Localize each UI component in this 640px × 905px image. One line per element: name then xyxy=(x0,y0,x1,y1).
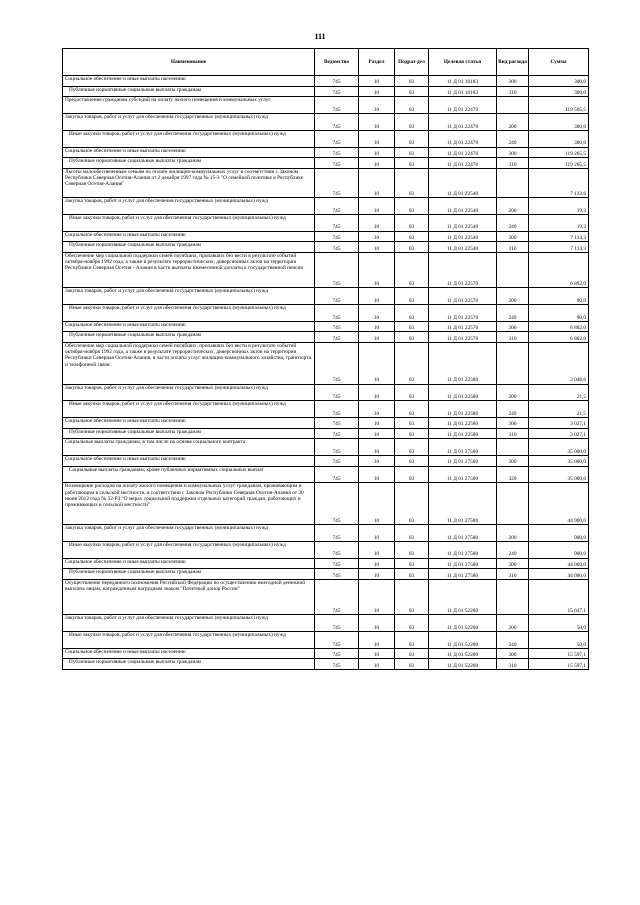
cell-expense-type: 240 xyxy=(497,632,529,649)
cell-department: 745 xyxy=(315,158,359,169)
cell-expense-type: 300 xyxy=(497,558,529,569)
cell-subsection: 03 xyxy=(395,242,429,253)
cell-subsection: 03 xyxy=(395,76,429,87)
cell-department: 745 xyxy=(315,214,359,231)
cell-expense-type: 300 xyxy=(497,76,529,87)
cell-section: 10 xyxy=(359,130,395,147)
cell-subsection: 03 xyxy=(395,342,429,384)
cell-department: 745 xyxy=(315,483,359,525)
cell-subsection: 03 xyxy=(395,252,429,287)
cell-department: 745 xyxy=(315,252,359,287)
table-row xyxy=(63,197,589,214)
cell-sum: 6 802,0 xyxy=(529,332,589,343)
cell-section: 10 xyxy=(359,428,395,439)
cell-target-article: 11 Д 01 27500 xyxy=(429,466,497,483)
cell-target-article: 11 Д 01 27580 xyxy=(429,558,497,569)
cell-expense-type xyxy=(497,579,529,614)
cell-expense-type: 200 xyxy=(497,113,529,130)
table-row xyxy=(63,439,589,456)
cell-sum: 44 000,0 xyxy=(529,569,589,580)
cell-department: 745 xyxy=(315,86,359,97)
cell-sum: 300,0 xyxy=(529,113,589,130)
cell-section: 10 xyxy=(359,231,395,242)
cell-target-article: 11 Д 01 10183 xyxy=(429,76,497,87)
cell-name: Публичные нормативные социальные выплаты гражданам xyxy=(63,86,315,97)
cell-target-article: 11 Д 01 27580 xyxy=(429,483,497,525)
cell-sum: 900,0 xyxy=(529,525,589,542)
cell-section: 10 xyxy=(359,439,395,456)
cell-expense-type: 200 xyxy=(497,615,529,632)
cell-section: 10 xyxy=(359,579,395,614)
cell-subsection: 03 xyxy=(395,332,429,343)
cell-subsection: 03 xyxy=(395,168,429,197)
cell-section: 10 xyxy=(359,541,395,558)
table-row xyxy=(63,76,589,87)
cell-expense-type: 300 xyxy=(497,456,529,467)
table-row xyxy=(63,231,589,242)
cell-target-article: 11 Д 01 22470 xyxy=(429,158,497,169)
cell-subsection: 03 xyxy=(395,558,429,569)
header-name: Наименование xyxy=(63,49,315,76)
table-row xyxy=(63,525,589,542)
cell-name: Закупка товаров, работ и услуг для обеспечения государственных (муниципальных) нужд xyxy=(63,525,315,542)
cell-department: 745 xyxy=(315,418,359,429)
cell-sum: 300,0 xyxy=(529,86,589,97)
table-row xyxy=(63,113,589,130)
cell-name: Закупка товаров, работ и услуг для обеспечения государственных (муниципальных) нужд xyxy=(63,197,315,214)
cell-expense-type: 310 xyxy=(497,659,529,670)
cell-target-article: 11 Д 01 22580 xyxy=(429,384,497,401)
cell-expense-type: 200 xyxy=(497,525,529,542)
cell-name: Иные закупки товаров, работ и услуг для обеспечения государственных (муниципальных) нужд xyxy=(63,214,315,231)
header-department: Ведомство xyxy=(315,49,359,76)
cell-name: Социальное обеспечение и иные выплаты населению xyxy=(63,147,315,158)
table-row xyxy=(63,483,589,525)
cell-department: 745 xyxy=(315,579,359,614)
cell-expense-type xyxy=(497,439,529,456)
cell-sum: 21,5 xyxy=(529,384,589,401)
cell-target-article: 11 Д 01 22470 xyxy=(429,147,497,158)
cell-section: 10 xyxy=(359,242,395,253)
cell-subsection: 03 xyxy=(395,197,429,214)
cell-subsection: 03 xyxy=(395,439,429,456)
cell-expense-type: 310 xyxy=(497,158,529,169)
cell-expense-type: 200 xyxy=(497,288,529,305)
cell-name: Закупка товаров, работ и услуг для обеспечения государственных (муниципальных) нужд xyxy=(63,384,315,401)
cell-subsection: 03 xyxy=(395,130,429,147)
cell-department: 745 xyxy=(315,288,359,305)
cell-expense-type xyxy=(497,483,529,525)
cell-target-article: 11 Д 01 52200 xyxy=(429,659,497,670)
cell-section: 10 xyxy=(359,86,395,97)
cell-name: Социальное обеспечение и иные выплаты населению xyxy=(63,456,315,467)
table-row xyxy=(63,428,589,439)
cell-expense-type xyxy=(497,252,529,287)
cell-subsection: 03 xyxy=(395,483,429,525)
table-row xyxy=(63,456,589,467)
cell-sum: 3 027,1 xyxy=(529,428,589,439)
cell-section: 10 xyxy=(359,97,395,114)
cell-sum: 90,0 xyxy=(529,304,589,321)
cell-name: Публичные нормативные социальные выплаты гражданам xyxy=(63,569,315,580)
cell-target-article: 11 Д 01 22580 xyxy=(429,342,497,384)
cell-name: Предоставление гражданам субсидий на оплату жилого помещения и коммунальных услуг xyxy=(63,97,315,114)
cell-name: Льготы малообеспеченным семьям по оплате жилищно-коммунальных услуг в соответствии с Законом Республики Северная Осетия-Алания от 2 декабря 1997 года № 15-З "О семейной политике в Республике Северная Осетия-Алания" xyxy=(63,168,315,197)
cell-name: Социальное обеспечение и иные выплаты населению xyxy=(63,321,315,332)
cell-section: 10 xyxy=(359,113,395,130)
cell-expense-type: 300 xyxy=(497,648,529,659)
cell-section: 10 xyxy=(359,525,395,542)
cell-department: 745 xyxy=(315,147,359,158)
cell-department: 745 xyxy=(315,456,359,467)
header-expense-type: Вид расхода xyxy=(497,49,529,76)
table-row xyxy=(63,158,589,169)
table-row xyxy=(63,418,589,429)
cell-expense-type: 240 xyxy=(497,541,529,558)
cell-name: Иные закупки товаров, работ и услуг для обеспечения государственных (муниципальных) нужд xyxy=(63,304,315,321)
cell-section: 10 xyxy=(359,168,395,197)
cell-target-article: 11 Д 01 22570 xyxy=(429,252,497,287)
table-row xyxy=(63,648,589,659)
cell-expense-type: 300 xyxy=(497,418,529,429)
cell-sum: 15 597,1 xyxy=(529,659,589,670)
cell-department: 745 xyxy=(315,659,359,670)
cell-target-article: 11 Д 01 22570 xyxy=(429,332,497,343)
cell-expense-type xyxy=(497,168,529,197)
table-header-row xyxy=(63,49,589,76)
table-row xyxy=(63,541,589,558)
cell-target-article: 11 Д 01 27580 xyxy=(429,541,497,558)
cell-target-article: 11 Д 01 22570 xyxy=(429,304,497,321)
cell-sum: 90,0 xyxy=(529,288,589,305)
cell-target-article: 11 Д 01 22540 xyxy=(429,168,497,197)
cell-name: Иные закупки товаров, работ и услуг для обеспечения государственных (муниципальных) нужд xyxy=(63,130,315,147)
table-body xyxy=(63,76,589,670)
cell-subsection: 03 xyxy=(395,384,429,401)
cell-target-article: 11 Д 01 22540 xyxy=(429,197,497,214)
cell-section: 10 xyxy=(359,304,395,321)
cell-subsection: 03 xyxy=(395,428,429,439)
cell-department: 745 xyxy=(315,384,359,401)
table-row xyxy=(63,242,589,253)
cell-subsection: 03 xyxy=(395,456,429,467)
table-row xyxy=(63,304,589,321)
header-section: Раздел xyxy=(359,49,395,76)
cell-name: Публичные нормативные социальные выплаты гражданам xyxy=(63,332,315,343)
cell-department: 745 xyxy=(315,466,359,483)
cell-department: 745 xyxy=(315,321,359,332)
cell-sum: 35 000,0 xyxy=(529,439,589,456)
cell-sum: 3 048,6 xyxy=(529,342,589,384)
budget-table xyxy=(62,48,589,670)
cell-name: Осуществление переданного полномочия Российской Федерации по осуществлению ежегодной денежной выплаты лицам, награжденным нагрудным знаком "Почетный донор России" xyxy=(63,579,315,614)
cell-department: 745 xyxy=(315,113,359,130)
cell-department: 745 xyxy=(315,197,359,214)
table-row xyxy=(63,97,589,114)
cell-department: 745 xyxy=(315,401,359,418)
cell-target-article: 11 Д 01 22470 xyxy=(429,97,497,114)
cell-section: 10 xyxy=(359,384,395,401)
cell-sum: 21,5 xyxy=(529,401,589,418)
cell-expense-type: 310 xyxy=(497,332,529,343)
cell-department: 745 xyxy=(315,525,359,542)
table-row xyxy=(63,252,589,287)
cell-subsection: 03 xyxy=(395,418,429,429)
cell-target-article: 11 Д 01 27500 xyxy=(429,456,497,467)
cell-sum: 15 597,1 xyxy=(529,648,589,659)
cell-department: 745 xyxy=(315,648,359,659)
cell-subsection: 03 xyxy=(395,214,429,231)
table-row xyxy=(63,384,589,401)
cell-expense-type: 310 xyxy=(497,569,529,580)
cell-department: 745 xyxy=(315,569,359,580)
cell-department: 745 xyxy=(315,541,359,558)
cell-sum: 50,0 xyxy=(529,615,589,632)
cell-section: 10 xyxy=(359,76,395,87)
cell-expense-type: 240 xyxy=(497,401,529,418)
table-row xyxy=(63,466,589,483)
cell-expense-type xyxy=(497,97,529,114)
table-row xyxy=(63,659,589,670)
cell-target-article: 11 Д 01 27500 xyxy=(429,439,497,456)
cell-target-article: 11 Д 01 52200 xyxy=(429,579,497,614)
cell-expense-type: 320 xyxy=(497,466,529,483)
table-row xyxy=(63,168,589,197)
cell-target-article: 11 Д 01 22580 xyxy=(429,401,497,418)
cell-subsection: 03 xyxy=(395,648,429,659)
cell-section: 10 xyxy=(359,197,395,214)
cell-section: 10 xyxy=(359,401,395,418)
cell-subsection: 03 xyxy=(395,615,429,632)
cell-department: 745 xyxy=(315,632,359,649)
page-number: 111 xyxy=(314,32,326,41)
cell-section: 10 xyxy=(359,466,395,483)
cell-name: Иные закупки товаров, работ и услуг для обеспечения государственных (муниципальных) нужд xyxy=(63,541,315,558)
cell-section: 10 xyxy=(359,252,395,287)
cell-target-article: 11 Д 01 52200 xyxy=(429,632,497,649)
cell-subsection: 03 xyxy=(395,147,429,158)
cell-expense-type: 310 xyxy=(497,428,529,439)
cell-name: Закупка товаров, работ и услуг для обеспечения государственных (муниципальных) нужд xyxy=(63,288,315,305)
cell-target-article: 11 Д 01 22470 xyxy=(429,130,497,147)
cell-name: Социальные выплаты гражданам, в том числе на основе социального контракта xyxy=(63,439,315,456)
cell-section: 10 xyxy=(359,456,395,467)
cell-name: Социальное обеспечение и иные выплаты населению xyxy=(63,558,315,569)
cell-section: 10 xyxy=(359,648,395,659)
cell-sum: 119 565,5 xyxy=(529,97,589,114)
cell-department: 745 xyxy=(315,168,359,197)
cell-name: Обеспечение мер социальной поддержки семей погибших, пропавших без вести в результате событий октября-ноября 1992 года, а также в результате террористических, диверсионных актов на территории Республики Северная Осетия - Алания в части выплаты ежемесячной доплаты к государственной пенсии xyxy=(63,252,315,287)
header-sum: Сумма xyxy=(529,49,589,76)
cell-sum: 300,0 xyxy=(529,76,589,87)
cell-target-article: 11 Д 01 22580 xyxy=(429,418,497,429)
cell-subsection: 03 xyxy=(395,86,429,97)
cell-department: 745 xyxy=(315,231,359,242)
table-row xyxy=(63,579,589,614)
table-row xyxy=(63,401,589,418)
cell-section: 10 xyxy=(359,158,395,169)
cell-subsection: 03 xyxy=(395,288,429,305)
cell-department: 745 xyxy=(315,439,359,456)
cell-department: 745 xyxy=(315,332,359,343)
table-row xyxy=(63,86,589,97)
table-row xyxy=(63,214,589,231)
cell-sum: 44 900,0 xyxy=(529,483,589,525)
cell-expense-type: 310 xyxy=(497,86,529,97)
cell-sum: 300,0 xyxy=(529,130,589,147)
cell-name: Социальное обеспечение и иные выплаты населению xyxy=(63,231,315,242)
cell-name: Иные закупки товаров, работ и услуг для обеспечения государственных (муниципальных) нужд xyxy=(63,401,315,418)
cell-target-article: 11 Д 01 22570 xyxy=(429,288,497,305)
cell-target-article: 11 Д 01 52200 xyxy=(429,615,497,632)
cell-name: Закупка товаров, работ и услуг для обеспечения государственных (муниципальных) нужд xyxy=(63,113,315,130)
table-row xyxy=(63,342,589,384)
cell-sum: 19,3 xyxy=(529,197,589,214)
table-row xyxy=(63,130,589,147)
cell-expense-type xyxy=(497,342,529,384)
cell-subsection: 03 xyxy=(395,525,429,542)
cell-department: 745 xyxy=(315,558,359,569)
cell-sum: 35 000,0 xyxy=(529,456,589,467)
cell-name: Закупка товаров, работ и услуг для обеспечения государственных (муниципальных) нужд xyxy=(63,615,315,632)
cell-subsection: 03 xyxy=(395,569,429,580)
cell-target-article: 11 Д 01 27580 xyxy=(429,525,497,542)
cell-name: Социальное обеспечение и иные выплаты населению xyxy=(63,418,315,429)
cell-target-article: 11 Д 01 22540 xyxy=(429,214,497,231)
cell-name: Публичные нормативные социальные выплаты гражданам xyxy=(63,242,315,253)
cell-sum: 900,0 xyxy=(529,541,589,558)
cell-section: 10 xyxy=(359,332,395,343)
cell-target-article: 11 Д 01 22580 xyxy=(429,428,497,439)
cell-sum: 44 000,0 xyxy=(529,558,589,569)
header-subsection: Подраз-дел xyxy=(395,49,429,76)
cell-expense-type: 200 xyxy=(497,384,529,401)
table-row xyxy=(63,569,589,580)
cell-sum: 15 647,1 xyxy=(529,579,589,614)
cell-section: 10 xyxy=(359,632,395,649)
cell-expense-type: 310 xyxy=(497,242,529,253)
cell-subsection: 03 xyxy=(395,659,429,670)
cell-section: 10 xyxy=(359,418,395,429)
cell-subsection: 03 xyxy=(395,97,429,114)
cell-section: 10 xyxy=(359,569,395,580)
header-target-article: Целевая статья xyxy=(429,49,497,76)
cell-sum: 3 027,1 xyxy=(529,418,589,429)
cell-expense-type: 300 xyxy=(497,231,529,242)
cell-name: Публичные нормативные социальные выплаты гражданам xyxy=(63,659,315,670)
cell-sum: 119 265,5 xyxy=(529,158,589,169)
cell-name: Публичные нормативные социальные выплаты гражданам xyxy=(63,428,315,439)
table-row xyxy=(63,615,589,632)
cell-target-article: 11 Д 01 52200 xyxy=(429,648,497,659)
cell-sum: 50,0 xyxy=(529,632,589,649)
cell-target-article: 11 Д 01 22540 xyxy=(429,231,497,242)
cell-subsection: 03 xyxy=(395,231,429,242)
cell-expense-type: 300 xyxy=(497,321,529,332)
cell-sum: 6 802,0 xyxy=(529,321,589,332)
cell-name: Социальные выплаты гражданам, кроме публичных нормативных социальных выплат xyxy=(63,466,315,483)
cell-name: Социальное обеспечение и иные выплаты населению xyxy=(63,648,315,659)
cell-expense-type: 240 xyxy=(497,130,529,147)
cell-section: 10 xyxy=(359,147,395,158)
cell-department: 745 xyxy=(315,304,359,321)
cell-expense-type: 300 xyxy=(497,147,529,158)
cell-subsection: 03 xyxy=(395,541,429,558)
cell-department: 745 xyxy=(315,97,359,114)
cell-name: Обеспечение мер социальной поддержки семей погибших, пропавших без вести в результате событий октября-ноября 1992 года, а также в результате террористических, диверсионных актов на территории Республики Северная Осетия-Алания, в части оплаты услуг жилищно-коммунального хозяйства, транспорта и телефонной связи xyxy=(63,342,315,384)
cell-name: Публичные нормативные социальные выплаты гражданам xyxy=(63,158,315,169)
cell-department: 745 xyxy=(315,428,359,439)
cell-target-article: 11 Д 01 27580 xyxy=(429,569,497,580)
cell-subsection: 03 xyxy=(395,113,429,130)
cell-sum: 19,3 xyxy=(529,214,589,231)
cell-name: Возмещение расходов на оплату жилого помещения и коммунальных услуг гражданам, проживающим и работающим в сельской местности, в соответствии с Законом Республики Северная Осетия-Алания от 30 июня 2012 года № 32-РЗ "О мерах социальной поддержки отдельных категорий граждан, работающих и проживающих в сельской местности" xyxy=(63,483,315,525)
cell-expense-type: 240 xyxy=(497,304,529,321)
cell-target-article: 11 Д 01 22570 xyxy=(429,321,497,332)
cell-section: 10 xyxy=(359,288,395,305)
cell-sum: 35 000,0 xyxy=(529,466,589,483)
cell-target-article: 11 Д 01 22470 xyxy=(429,113,497,130)
cell-subsection: 03 xyxy=(395,632,429,649)
cell-subsection: 03 xyxy=(395,304,429,321)
table-row xyxy=(63,632,589,649)
cell-name: Иные закупки товаров, работ и услуг для обеспечения государственных (муниципальных) нужд xyxy=(63,632,315,649)
cell-expense-type: 240 xyxy=(497,214,529,231)
table-row xyxy=(63,558,589,569)
cell-target-article: 11 Д 01 22540 xyxy=(429,242,497,253)
cell-department: 745 xyxy=(315,342,359,384)
cell-section: 10 xyxy=(359,321,395,332)
cell-sum: 7 133,6 xyxy=(529,168,589,197)
cell-department: 745 xyxy=(315,130,359,147)
cell-subsection: 03 xyxy=(395,579,429,614)
cell-section: 10 xyxy=(359,214,395,231)
cell-section: 10 xyxy=(359,342,395,384)
cell-section: 10 xyxy=(359,483,395,525)
cell-name: Социальное обеспечение и иные выплаты населению xyxy=(63,76,315,87)
table-row xyxy=(63,321,589,332)
cell-sum: 7 114,3 xyxy=(529,242,589,253)
table-row xyxy=(63,147,589,158)
cell-sum: 7 114,3 xyxy=(529,231,589,242)
cell-sum: 6 892,0 xyxy=(529,252,589,287)
cell-subsection: 03 xyxy=(395,158,429,169)
cell-section: 10 xyxy=(359,659,395,670)
cell-section: 10 xyxy=(359,558,395,569)
cell-department: 745 xyxy=(315,76,359,87)
table-row xyxy=(63,288,589,305)
cell-section: 10 xyxy=(359,615,395,632)
table-row xyxy=(63,332,589,343)
cell-subsection: 03 xyxy=(395,321,429,332)
cell-expense-type: 200 xyxy=(497,197,529,214)
cell-subsection: 03 xyxy=(395,466,429,483)
cell-department: 745 xyxy=(315,242,359,253)
cell-department: 745 xyxy=(315,615,359,632)
cell-target-article: 11 Д 01 10183 xyxy=(429,86,497,97)
cell-sum: 119 265,5 xyxy=(529,147,589,158)
cell-subsection: 03 xyxy=(395,401,429,418)
